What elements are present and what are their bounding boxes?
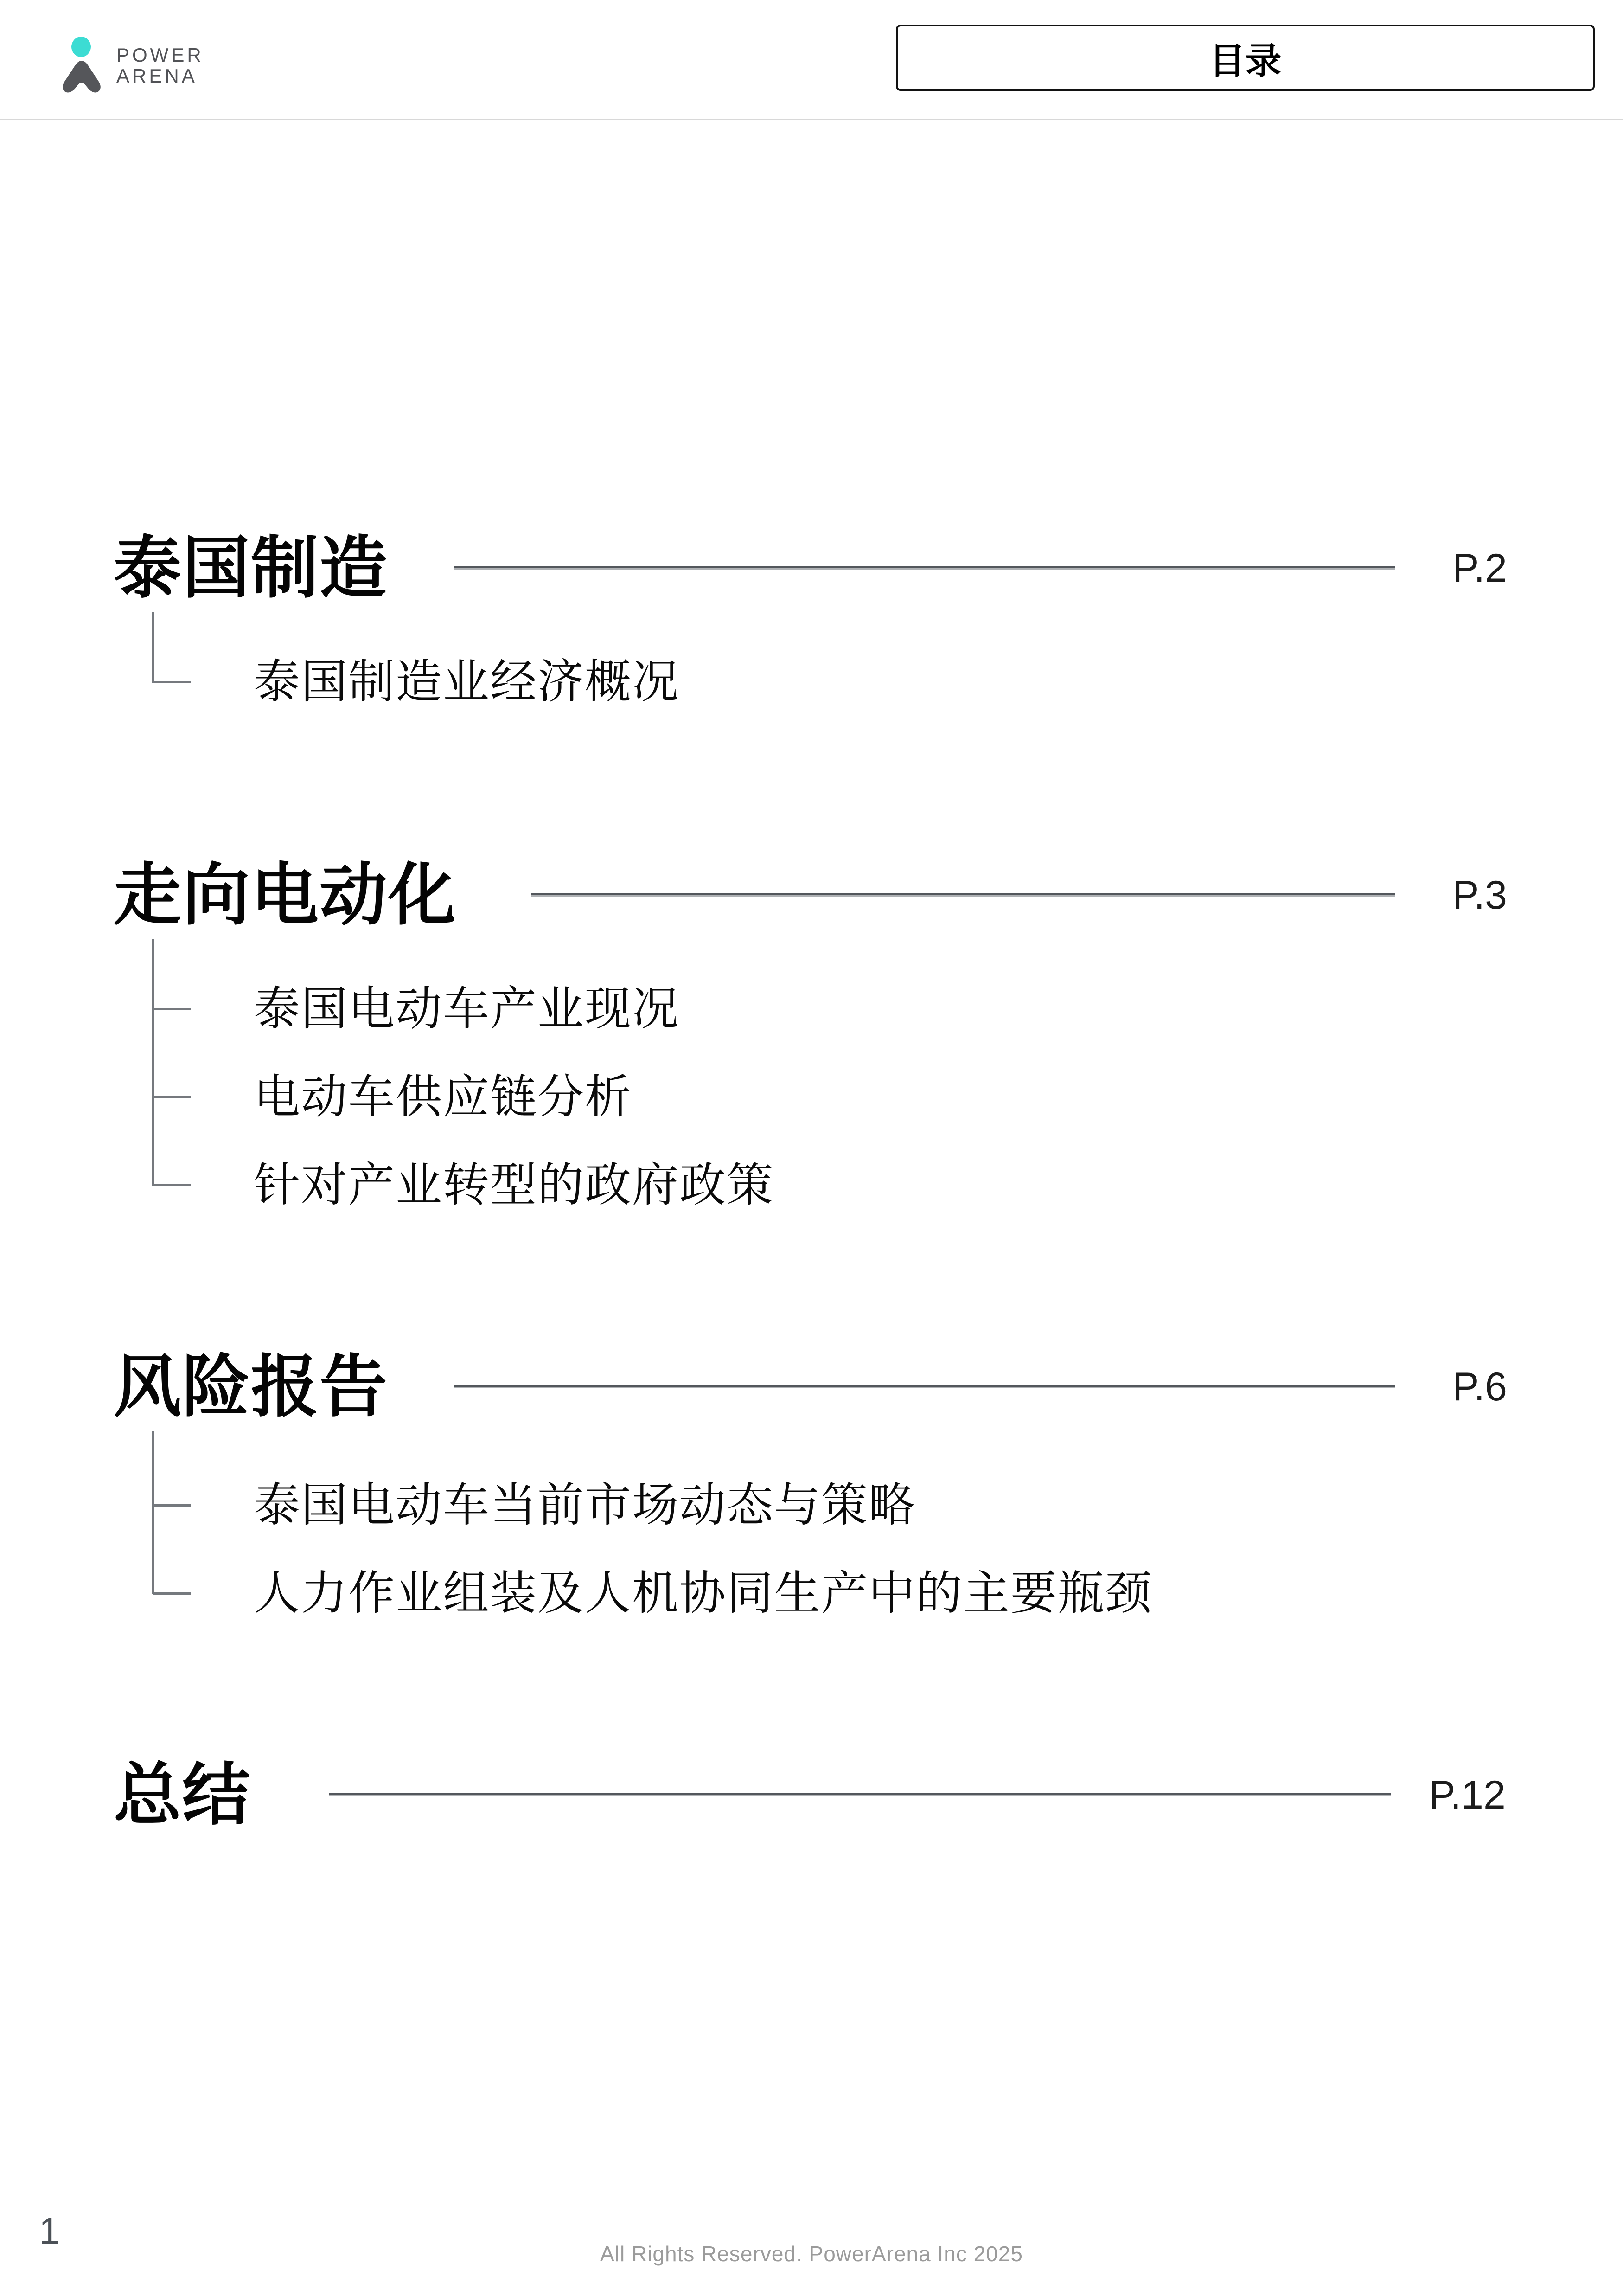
copyright-text: All Rights Reserved. PowerArena Inc 2025 <box>600 2242 1023 2266</box>
toc-header-label: 目录 <box>1209 40 1282 81</box>
section-page-ref: P.3 <box>1452 873 1507 917</box>
section-title-risk-report: 风险报告 <box>114 1349 388 1424</box>
tree-connector-vertical <box>152 1431 154 1594</box>
section-leader-rule <box>531 893 1395 897</box>
toc-sub-item: 泰国制造业经济概况 <box>254 656 679 708</box>
section-title-thailand-manufacturing: 泰国制造 <box>114 530 388 606</box>
header-divider <box>0 119 1623 120</box>
tree-connector-vertical <box>152 939 154 1186</box>
section-leader-rule <box>329 1793 1391 1796</box>
toc-sub-item: 泰国电动车产业现况 <box>254 983 679 1035</box>
tree-connector-tick <box>153 1504 191 1507</box>
tree-connector-tick <box>153 1096 191 1098</box>
toc-sub-item: 电动车供应链分析 <box>254 1071 632 1123</box>
logo-word-power: POWER <box>116 44 204 66</box>
section-leader-rule <box>454 566 1395 570</box>
section-page-ref: P.2 <box>1452 546 1507 590</box>
section-page-ref: P.12 <box>1429 1773 1506 1817</box>
toc-header-button[interactable] <box>896 25 1595 91</box>
tree-connector-tick <box>153 1008 191 1010</box>
section-leader-rule <box>454 1385 1395 1388</box>
tree-connector-tick <box>153 1592 191 1595</box>
toc-sub-item: 针对产业转型的政府政策 <box>254 1159 774 1211</box>
tree-connector-tick <box>153 1184 191 1186</box>
logo-word-arena: ARENA <box>116 65 198 87</box>
tree-connector-vertical <box>152 612 154 683</box>
page-number: 1 <box>39 2210 60 2251</box>
toc-sub-item: 人力作业组装及人机协同生产中的主要瓶颈 <box>254 1567 1152 1619</box>
section-title-toward-electrification: 走向电动化 <box>114 857 457 933</box>
section-title-summary: 总结 <box>114 1757 251 1833</box>
tree-connector-tick <box>153 681 191 683</box>
powerarena-logo-icon <box>59 27 105 96</box>
section-page-ref: P.6 <box>1452 1365 1507 1409</box>
logo-wordmark <box>116 45 204 86</box>
toc-sub-item: 泰国电动车当前市场动态与策略 <box>254 1479 916 1531</box>
